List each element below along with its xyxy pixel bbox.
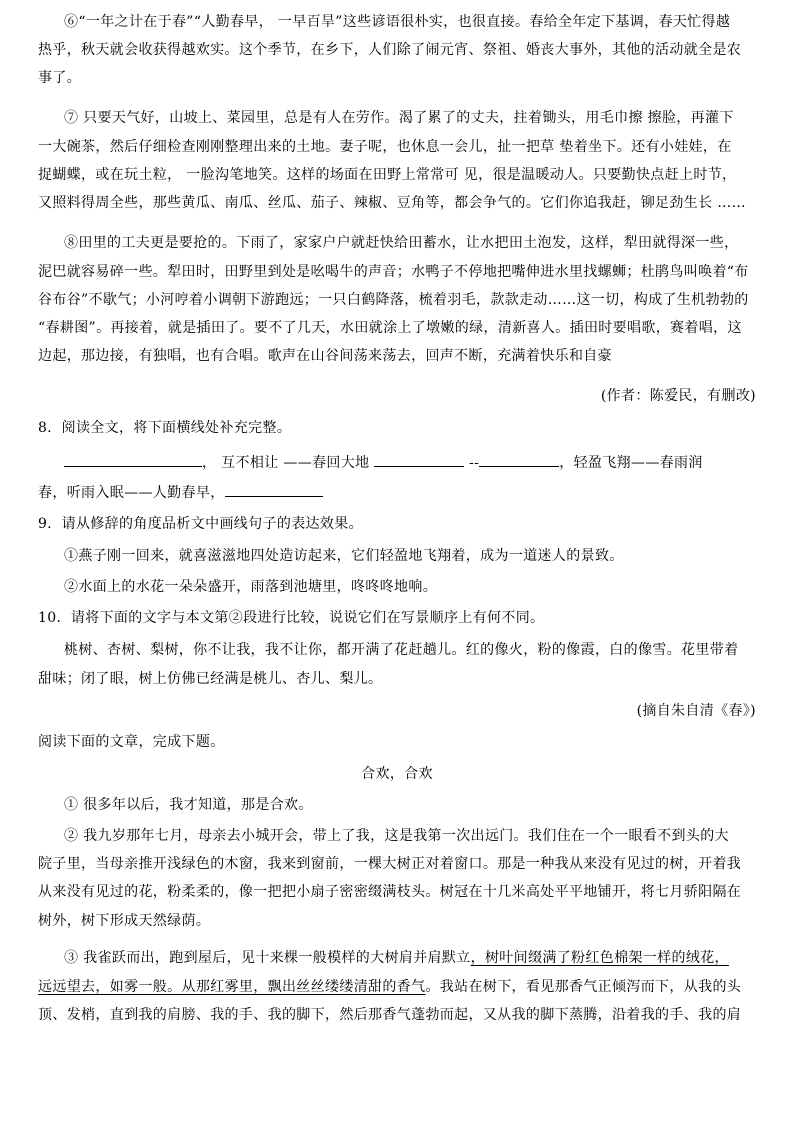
- q8-blank-1[interactable]: [64, 452, 202, 467]
- para3-line1-text: ③ 我雀跃而出，跑到屋后，见十来棵一般模样的大树肩并肩默立: [64, 950, 471, 966]
- q8-blank-4[interactable]: [225, 482, 323, 497]
- para7-line3: 捉蝴蝶，或在玩土粒， 一脸沟笔地笑。这样的场面在田野上常常可 见，很是温暖动人。只要勤快点赶上时节，: [38, 167, 737, 183]
- q8-line2-text: 春，听雨入眠——人勤春早，: [38, 485, 225, 501]
- q10-quote-line1: 桃树、杏树、梨树，你不让我，我不让你，都开满了花赶趟儿。红的像火，粉的像霞，白的像雪。花里带着: [64, 642, 739, 658]
- q8-seg2: --: [464, 455, 480, 471]
- q8-title: 8．阅读全文，将下面横线处补充完整。: [38, 420, 292, 436]
- para8-line4: “春耕图”。再接着，就是插田了。要不了几天，水田就涂上了墩嫩的绿，清新喜人。插田时要唱歌，赛着唱，这: [38, 320, 742, 336]
- para3-underlined-sentence-part1: ，树叶间缀满了粉红色棉架一样的绒花，: [470, 950, 729, 966]
- para8-line5: 边起，那边接，有独唱，也有合唱。歌声在山谷间荡来荡去，回声不断，充满着快乐和自豪: [38, 348, 612, 364]
- para8-line1: ⑧田里的工夫更是要抢的。下雨了，家家户户就赶快给田蓄水，让水把田土泡发，这样，犁田就得深一些，: [64, 235, 739, 251]
- article-para2-line2: 院子里，当母亲推开浅绿色的木窗，我来到窗前，一棵大树正对着窗口。那是一种我从来没有见过的树，开着我: [38, 856, 742, 872]
- article-para2-line1: ② 我九岁那年七月，母亲去小城开会，带上了我，这是我第一次出远门。我们住在一个一眼看不到头的大: [64, 828, 729, 844]
- q8-seg3: ，轻盈飞翔——春雨润: [559, 455, 703, 471]
- q8-seg1: ， 互不相让 ——春回大地: [202, 455, 375, 471]
- article-para1: ① 很多年以后，我才知道，那是合欢。: [64, 797, 313, 813]
- para8-line3: 谷布谷”不歇气；小河哼着小调朝下游跑远；一只白鹤降落，梳着羽毛，款款走动……这一切，构成了生机勃勃的: [38, 292, 749, 308]
- para6-line2: 热乎，秋天就会收获得越欢实。这个季节，在乡下，人们除了闹元宵、祭祖、婚丧大事外，其他的活动就全是农: [38, 42, 742, 58]
- article-para3-line1: [64, 948, 729, 968]
- q10-quote-line2: 甜味；闭了眼，树上仿佛已经满是桃儿、杏儿、梨儿。: [38, 671, 383, 687]
- article-para3-line2: [38, 977, 741, 997]
- q8-line2: [38, 482, 323, 502]
- para7-line2: 一大碗茶，然后仔细检查刚刚整理出来的土地。妻子呢，也休息一会儿，扯一把草 垫着坐下。还有小娃娃，在: [38, 139, 732, 155]
- para3-underlined-sentence-part2: 远远望去，如雾一般。从那红雾里，飘出丝丝缕缕清甜的香气: [38, 979, 426, 995]
- para6-line1: ⑥“一年之计在于春”“人勤春早， 一早百旱”这些谚语很朴实，也很直接。春给全年定下基调，春天忙得越: [64, 14, 731, 30]
- q8-line1: [64, 452, 703, 472]
- reading-intro: 阅读下面的文章，完成下题。: [38, 734, 225, 750]
- q9-sentence-2: ②水面上的水花一朵朵盛开，雨落到池塘里，咚咚咚地响。: [64, 579, 438, 595]
- article-para2-line3: 从来没有见过的花，粉柔柔的，像一把把小扇子密密缀满枝头。树冠在十几米高处平平地铺开，将七月骄阳隔在: [38, 884, 742, 900]
- q9-sentence-1: ①燕子刚一回来，就喜滋滋地四处造访起来，它们轻盈地飞翔着，成为一道迷人的景致。: [64, 548, 624, 564]
- q9-title: 9．请从修辞的角度品析文中画线句子的表达效果。: [38, 516, 363, 532]
- article-para3-line3: 顶、发梢，直到我的肩膀、我的手、我的脚下，然后那香气蓬勃而起，又从我的脚下蒸腾，沿着我的手、我的肩: [38, 1007, 742, 1023]
- q10-title: 10．请将下面的文字与本文第②段进行比较，说说它们在写景顺序上有何不同。: [38, 610, 545, 626]
- author-note: (作者：陈爱民，有删改): [600, 388, 756, 404]
- para8-line2: 泥巴就容易碎一些。犁田时，田野里到处是吆喝牛的声音；水鸭子不停地把嘴伸进水里找螺蛳；杜鹃鸟叫唤着“布: [38, 264, 749, 280]
- para6-line3: 事了。: [38, 70, 82, 86]
- q10-source: (摘自朱自清《春》): [636, 703, 756, 719]
- q8-blank-2[interactable]: [374, 452, 464, 467]
- para7-line4: 又照料得周全些，那些黄瓜、南瓜、丝瓜、茄子、辣椒、豆角等，都会争气的。它们你追我赶，铆足劲生长 ……: [38, 195, 746, 211]
- q8-blank-3[interactable]: [479, 452, 559, 467]
- article-title: 合欢，合欢: [361, 766, 433, 782]
- article-para2-line4: 树外，树下形成天然绿荫。: [38, 913, 211, 929]
- para7-line1: ⑦ 只要天气好，山坡上、菜园里，总是有人在劳作。渴了累了的丈夫，拄着锄头，用毛巾擦 擦脸，再灌下: [64, 110, 734, 126]
- para3-line2-text: 。我站在树下，看见那香气正倾泻而下，从我的头: [425, 979, 742, 995]
